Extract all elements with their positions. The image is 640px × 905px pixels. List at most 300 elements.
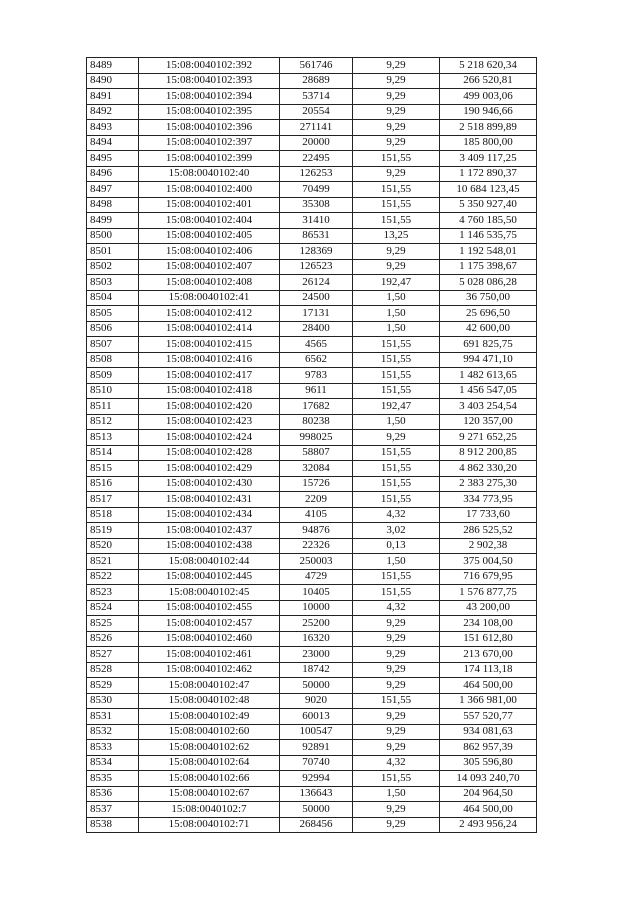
rate-cell: 151,55 (353, 585, 440, 601)
cadastral-number-cell: 15:08:0040102:455 (139, 600, 280, 616)
cadastral-number-cell: 15:08:0040102:397 (139, 135, 280, 151)
rate-cell: 151,55 (353, 383, 440, 399)
rate-cell: 9,29 (353, 430, 440, 446)
row-number-cell: 8489 (87, 58, 139, 74)
table-row (87, 430, 537, 446)
cadastral-number-cell: 15:08:0040102:47 (139, 678, 280, 694)
rate-cell: 9,29 (353, 104, 440, 120)
rate-cell: 9,29 (353, 73, 440, 89)
table-row (87, 507, 537, 523)
area-cell: 31410 (280, 213, 353, 229)
table-row (87, 802, 537, 818)
cadastral-number-cell: 15:08:0040102:66 (139, 771, 280, 787)
table-row (87, 616, 537, 632)
rate-cell: 9,29 (353, 740, 440, 756)
area-cell: 18742 (280, 662, 353, 678)
row-number-cell: 8508 (87, 352, 139, 368)
row-number-cell: 8538 (87, 817, 139, 833)
table-row (87, 321, 537, 337)
area-cell: 70740 (280, 755, 353, 771)
table-row (87, 120, 537, 136)
table-row (87, 290, 537, 306)
cadastral-number-cell: 15:08:0040102:64 (139, 755, 280, 771)
table-row (87, 414, 537, 430)
table-row (87, 740, 537, 756)
row-number-cell: 8525 (87, 616, 139, 632)
cadastral-number-cell: 15:08:0040102:461 (139, 647, 280, 663)
cadastral-number-cell: 15:08:0040102:400 (139, 182, 280, 198)
table-row (87, 352, 537, 368)
row-number-cell: 8516 (87, 476, 139, 492)
row-number-cell: 8523 (87, 585, 139, 601)
table-row (87, 631, 537, 647)
cadastral-number-cell: 15:08:0040102:401 (139, 197, 280, 213)
value-cell: 3 403 254,54 (440, 399, 537, 415)
value-cell: 286 525,52 (440, 523, 537, 539)
area-cell: 9020 (280, 693, 353, 709)
rate-cell: 151,55 (353, 771, 440, 787)
rate-cell: 9,29 (353, 244, 440, 260)
row-number-cell: 8492 (87, 104, 139, 120)
area-cell: 92891 (280, 740, 353, 756)
table-row (87, 554, 537, 570)
row-number-cell: 8499 (87, 213, 139, 229)
area-cell: 32084 (280, 461, 353, 477)
rate-cell: 9,29 (353, 817, 440, 833)
value-cell: 10 684 123,45 (440, 182, 537, 198)
cadastral-number-cell: 15:08:0040102:460 (139, 631, 280, 647)
row-number-cell: 8532 (87, 724, 139, 740)
value-cell: 1 192 548,01 (440, 244, 537, 260)
value-cell: 499 003,06 (440, 89, 537, 105)
cadastral-number-cell: 15:08:0040102:416 (139, 352, 280, 368)
cadastral-number-cell: 15:08:0040102:415 (139, 337, 280, 353)
table-row (87, 693, 537, 709)
value-cell: 43 200,00 (440, 600, 537, 616)
rate-cell: 1,50 (353, 786, 440, 802)
rate-cell: 9,29 (353, 166, 440, 182)
cadastral-number-cell: 15:08:0040102:431 (139, 492, 280, 508)
value-cell: 464 500,00 (440, 678, 537, 694)
table-row (87, 337, 537, 353)
table-row (87, 647, 537, 663)
row-number-cell: 8528 (87, 662, 139, 678)
rate-cell: 9,29 (353, 89, 440, 105)
area-cell: 136643 (280, 786, 353, 802)
value-cell: 1 146 535,75 (440, 228, 537, 244)
table-row (87, 817, 537, 833)
row-number-cell: 8537 (87, 802, 139, 818)
area-cell: 250003 (280, 554, 353, 570)
area-cell: 28689 (280, 73, 353, 89)
cadastral-number-cell: 15:08:0040102:48 (139, 693, 280, 709)
row-number-cell: 8522 (87, 569, 139, 585)
rate-cell: 1,50 (353, 321, 440, 337)
rate-cell: 1,50 (353, 290, 440, 306)
rate-cell: 192,47 (353, 275, 440, 291)
row-number-cell: 8505 (87, 306, 139, 322)
table-row (87, 492, 537, 508)
cadastral-number-cell: 15:08:0040102:412 (139, 306, 280, 322)
rate-cell: 9,29 (353, 631, 440, 647)
rate-cell: 151,55 (353, 445, 440, 461)
row-number-cell: 8504 (87, 290, 139, 306)
area-cell: 4105 (280, 507, 353, 523)
value-cell: 36 750,00 (440, 290, 537, 306)
rate-cell: 9,29 (353, 647, 440, 663)
cadastral-number-cell: 15:08:0040102:67 (139, 786, 280, 802)
table-row (87, 771, 537, 787)
area-cell: 126523 (280, 259, 353, 275)
table-row (87, 58, 537, 74)
table-row (87, 104, 537, 120)
cadastral-number-cell: 15:08:0040102:41 (139, 290, 280, 306)
area-cell: 80238 (280, 414, 353, 430)
area-cell: 26124 (280, 275, 353, 291)
cadastral-number-cell: 15:08:0040102:405 (139, 228, 280, 244)
row-number-cell: 8501 (87, 244, 139, 260)
row-number-cell: 8529 (87, 678, 139, 694)
area-cell: 94876 (280, 523, 353, 539)
value-cell: 213 670,00 (440, 647, 537, 663)
row-number-cell: 8515 (87, 461, 139, 477)
area-cell: 25200 (280, 616, 353, 632)
value-cell: 1 175 398,67 (440, 259, 537, 275)
row-number-cell: 8510 (87, 383, 139, 399)
rate-cell: 9,29 (353, 678, 440, 694)
data-table (86, 57, 537, 833)
rate-cell: 151,55 (353, 182, 440, 198)
cadastral-number-cell: 15:08:0040102:406 (139, 244, 280, 260)
area-cell: 128369 (280, 244, 353, 260)
rate-cell: 151,55 (353, 337, 440, 353)
table-row (87, 228, 537, 244)
row-number-cell: 8491 (87, 89, 139, 105)
rate-cell: 151,55 (353, 197, 440, 213)
value-cell: 190 946,66 (440, 104, 537, 120)
area-cell: 70499 (280, 182, 353, 198)
table-body (87, 58, 537, 833)
area-cell: 17682 (280, 399, 353, 415)
cadastral-number-cell: 15:08:0040102:434 (139, 507, 280, 523)
row-number-cell: 8520 (87, 538, 139, 554)
rate-cell: 151,55 (353, 352, 440, 368)
rate-cell: 151,55 (353, 151, 440, 167)
cadastral-number-cell: 15:08:0040102:423 (139, 414, 280, 430)
area-cell: 100547 (280, 724, 353, 740)
cadastral-number-cell: 15:08:0040102:396 (139, 120, 280, 136)
row-number-cell: 8530 (87, 693, 139, 709)
value-cell: 2 902,38 (440, 538, 537, 554)
area-cell: 17131 (280, 306, 353, 322)
area-cell: 4729 (280, 569, 353, 585)
cadastral-number-cell: 15:08:0040102:414 (139, 321, 280, 337)
row-number-cell: 8496 (87, 166, 139, 182)
rate-cell: 3,02 (353, 523, 440, 539)
cadastral-number-cell: 15:08:0040102:60 (139, 724, 280, 740)
table-row (87, 445, 537, 461)
rate-cell: 0,13 (353, 538, 440, 554)
row-number-cell: 8498 (87, 197, 139, 213)
value-cell: 3 409 117,25 (440, 151, 537, 167)
row-number-cell: 8506 (87, 321, 139, 337)
cadastral-number-cell: 15:08:0040102:407 (139, 259, 280, 275)
value-cell: 862 957,39 (440, 740, 537, 756)
area-cell: 10405 (280, 585, 353, 601)
row-number-cell: 8502 (87, 259, 139, 275)
area-cell: 126253 (280, 166, 353, 182)
table-row (87, 244, 537, 260)
area-cell: 4565 (280, 337, 353, 353)
value-cell: 1 482 613,65 (440, 368, 537, 384)
cadastral-number-cell: 15:08:0040102:420 (139, 399, 280, 415)
value-cell: 464 500,00 (440, 802, 537, 818)
area-cell: 53714 (280, 89, 353, 105)
area-cell: 23000 (280, 647, 353, 663)
table-row (87, 135, 537, 151)
rate-cell: 9,29 (353, 724, 440, 740)
value-cell: 1 456 547,05 (440, 383, 537, 399)
cadastral-number-cell: 15:08:0040102:417 (139, 368, 280, 384)
value-cell: 4 862 330,20 (440, 461, 537, 477)
table-row (87, 461, 537, 477)
cadastral-number-cell: 15:08:0040102:408 (139, 275, 280, 291)
value-cell: 1 576 877,75 (440, 585, 537, 601)
table-row (87, 709, 537, 725)
table-row (87, 197, 537, 213)
cadastral-number-cell: 15:08:0040102:395 (139, 104, 280, 120)
rate-cell: 13,25 (353, 228, 440, 244)
table-row (87, 399, 537, 415)
table-row (87, 585, 537, 601)
row-number-cell: 8511 (87, 399, 139, 415)
row-number-cell: 8526 (87, 631, 139, 647)
rate-cell: 9,29 (353, 802, 440, 818)
row-number-cell: 8527 (87, 647, 139, 663)
area-cell: 20000 (280, 135, 353, 151)
table-row (87, 89, 537, 105)
cadastral-number-cell: 15:08:0040102:429 (139, 461, 280, 477)
area-cell: 92994 (280, 771, 353, 787)
table-row (87, 724, 537, 740)
cadastral-number-cell: 15:08:0040102:462 (139, 662, 280, 678)
table-row (87, 786, 537, 802)
area-cell: 15726 (280, 476, 353, 492)
rate-cell: 1,50 (353, 554, 440, 570)
row-number-cell: 8503 (87, 275, 139, 291)
value-cell: 334 773,95 (440, 492, 537, 508)
area-cell: 58807 (280, 445, 353, 461)
value-cell: 2 493 956,24 (440, 817, 537, 833)
rate-cell: 151,55 (353, 213, 440, 229)
cadastral-number-cell: 15:08:0040102:394 (139, 89, 280, 105)
table-row (87, 151, 537, 167)
row-number-cell: 8521 (87, 554, 139, 570)
value-cell: 5 218 620,34 (440, 58, 537, 74)
value-cell: 5 350 927,40 (440, 197, 537, 213)
table-row (87, 678, 537, 694)
table-row (87, 306, 537, 322)
table-row (87, 368, 537, 384)
row-number-cell: 8494 (87, 135, 139, 151)
rate-cell: 4,32 (353, 755, 440, 771)
area-cell: 35308 (280, 197, 353, 213)
value-cell: 691 825,75 (440, 337, 537, 353)
area-cell: 50000 (280, 802, 353, 818)
rate-cell: 4,32 (353, 507, 440, 523)
rate-cell: 151,55 (353, 693, 440, 709)
row-number-cell: 8497 (87, 182, 139, 198)
value-cell: 2 518 899,89 (440, 120, 537, 136)
row-number-cell: 8495 (87, 151, 139, 167)
value-cell: 17 733,60 (440, 507, 537, 523)
cadastral-number-cell: 15:08:0040102:445 (139, 569, 280, 585)
table-row (87, 755, 537, 771)
row-number-cell: 8518 (87, 507, 139, 523)
value-cell: 5 028 086,28 (440, 275, 537, 291)
value-cell: 994 471,10 (440, 352, 537, 368)
rate-cell: 192,47 (353, 399, 440, 415)
rate-cell: 9,29 (353, 135, 440, 151)
area-cell: 60013 (280, 709, 353, 725)
row-number-cell: 8536 (87, 786, 139, 802)
cadastral-number-cell: 15:08:0040102:430 (139, 476, 280, 492)
cadastral-number-cell: 15:08:0040102:45 (139, 585, 280, 601)
rate-cell: 9,29 (353, 616, 440, 632)
value-cell: 234 108,00 (440, 616, 537, 632)
cadastral-number-cell: 15:08:0040102:62 (139, 740, 280, 756)
area-cell: 9783 (280, 368, 353, 384)
value-cell: 120 357,00 (440, 414, 537, 430)
value-cell: 42 600,00 (440, 321, 537, 337)
table-row (87, 275, 537, 291)
value-cell: 375 004,50 (440, 554, 537, 570)
cadastral-number-cell: 15:08:0040102:428 (139, 445, 280, 461)
rate-cell: 1,50 (353, 414, 440, 430)
table-row (87, 213, 537, 229)
value-cell: 557 520,77 (440, 709, 537, 725)
cadastral-number-cell: 15:08:0040102:40 (139, 166, 280, 182)
cadastral-number-cell: 15:08:0040102:438 (139, 538, 280, 554)
row-number-cell: 8534 (87, 755, 139, 771)
value-cell: 8 912 200,85 (440, 445, 537, 461)
area-cell: 9611 (280, 383, 353, 399)
value-cell: 174 113,18 (440, 662, 537, 678)
value-cell: 204 964,50 (440, 786, 537, 802)
table-row (87, 569, 537, 585)
row-number-cell: 8517 (87, 492, 139, 508)
cadastral-number-cell: 15:08:0040102:404 (139, 213, 280, 229)
table-row (87, 662, 537, 678)
rate-cell: 151,55 (353, 461, 440, 477)
row-number-cell: 8513 (87, 430, 139, 446)
rate-cell: 9,29 (353, 662, 440, 678)
area-cell: 268456 (280, 817, 353, 833)
row-number-cell: 8509 (87, 368, 139, 384)
row-number-cell: 8490 (87, 73, 139, 89)
value-cell: 716 679,95 (440, 569, 537, 585)
rate-cell: 151,55 (353, 368, 440, 384)
table-row (87, 73, 537, 89)
cadastral-number-cell: 15:08:0040102:457 (139, 616, 280, 632)
area-cell: 10000 (280, 600, 353, 616)
area-cell: 561746 (280, 58, 353, 74)
value-cell: 4 760 185,50 (440, 213, 537, 229)
area-cell: 86531 (280, 228, 353, 244)
cadastral-number-cell: 15:08:0040102:49 (139, 709, 280, 725)
value-cell: 1 366 981,00 (440, 693, 537, 709)
value-cell: 1 172 890,37 (440, 166, 537, 182)
value-cell: 185 800,00 (440, 135, 537, 151)
area-cell: 22326 (280, 538, 353, 554)
rate-cell: 4,32 (353, 600, 440, 616)
area-cell: 28400 (280, 321, 353, 337)
table-row (87, 538, 537, 554)
cadastral-number-cell: 15:08:0040102:418 (139, 383, 280, 399)
row-number-cell: 8514 (87, 445, 139, 461)
row-number-cell: 8519 (87, 523, 139, 539)
value-cell: 2 383 275,30 (440, 476, 537, 492)
value-cell: 266 520,81 (440, 73, 537, 89)
table-row (87, 166, 537, 182)
area-cell: 20554 (280, 104, 353, 120)
row-number-cell: 8524 (87, 600, 139, 616)
value-cell: 151 612,80 (440, 631, 537, 647)
cadastral-number-cell: 15:08:0040102:71 (139, 817, 280, 833)
rate-cell: 151,55 (353, 492, 440, 508)
table-row (87, 600, 537, 616)
cadastral-number-cell: 15:08:0040102:7 (139, 802, 280, 818)
row-number-cell: 8531 (87, 709, 139, 725)
area-cell: 271141 (280, 120, 353, 136)
rate-cell: 9,29 (353, 58, 440, 74)
value-cell: 934 081,63 (440, 724, 537, 740)
area-cell: 2209 (280, 492, 353, 508)
cadastral-number-cell: 15:08:0040102:399 (139, 151, 280, 167)
rate-cell: 151,55 (353, 569, 440, 585)
value-cell: 305 596,80 (440, 755, 537, 771)
table-row (87, 523, 537, 539)
cadastral-number-cell: 15:08:0040102:392 (139, 58, 280, 74)
table-row (87, 259, 537, 275)
value-cell: 25 696,50 (440, 306, 537, 322)
cadastral-number-cell: 15:08:0040102:437 (139, 523, 280, 539)
value-cell: 14 093 240,70 (440, 771, 537, 787)
row-number-cell: 8493 (87, 120, 139, 136)
table-row (87, 383, 537, 399)
area-cell: 16320 (280, 631, 353, 647)
table-row (87, 182, 537, 198)
area-cell: 50000 (280, 678, 353, 694)
value-cell: 9 271 652,25 (440, 430, 537, 446)
rate-cell: 151,55 (353, 476, 440, 492)
area-cell: 24500 (280, 290, 353, 306)
row-number-cell: 8535 (87, 771, 139, 787)
rate-cell: 9,29 (353, 709, 440, 725)
rate-cell: 9,29 (353, 259, 440, 275)
row-number-cell: 8512 (87, 414, 139, 430)
row-number-cell: 8507 (87, 337, 139, 353)
area-cell: 22495 (280, 151, 353, 167)
table-row (87, 476, 537, 492)
rate-cell: 1,50 (353, 306, 440, 322)
area-cell: 6562 (280, 352, 353, 368)
area-cell: 998025 (280, 430, 353, 446)
row-number-cell: 8500 (87, 228, 139, 244)
cadastral-number-cell: 15:08:0040102:44 (139, 554, 280, 570)
cadastral-number-cell: 15:08:0040102:424 (139, 430, 280, 446)
rate-cell: 9,29 (353, 120, 440, 136)
